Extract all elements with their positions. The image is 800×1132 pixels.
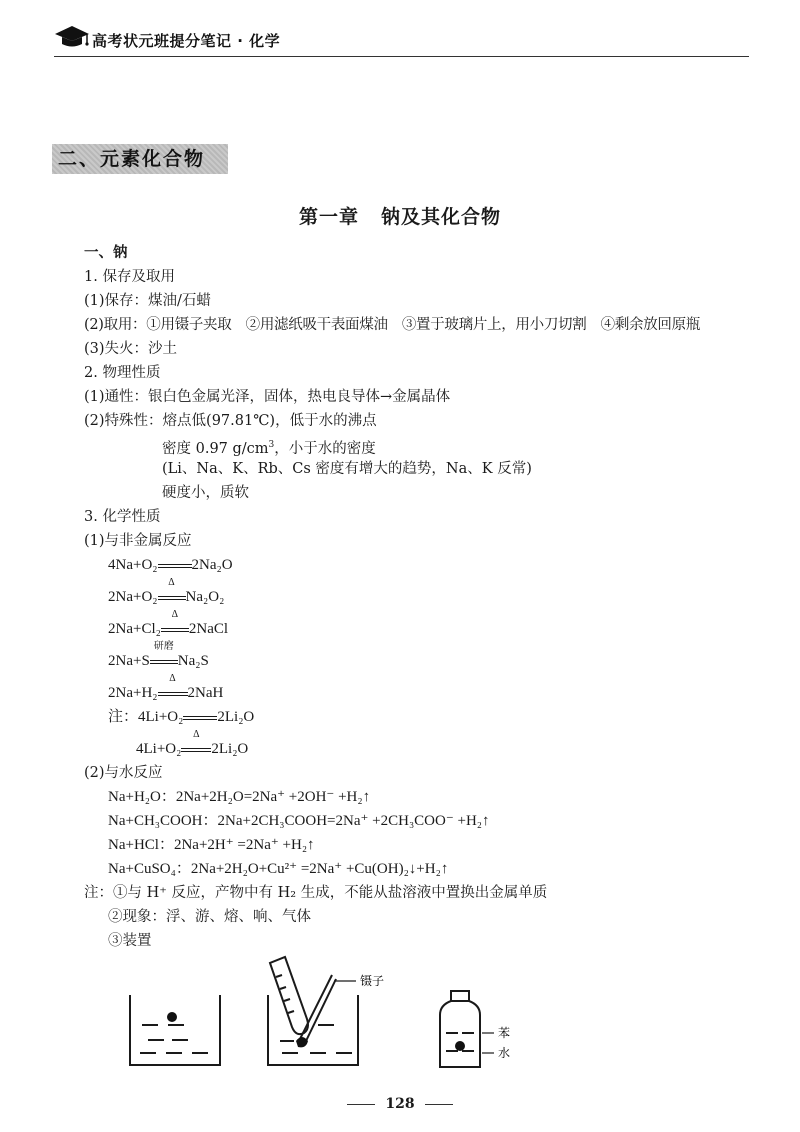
eq-condition — [150, 641, 178, 670]
density-text: 密度 0.97 g/cm — [162, 440, 269, 457]
graduation-cap-icon — [54, 24, 90, 50]
running-header — [54, 22, 749, 58]
sodium-piece — [455, 1041, 465, 1051]
subheading-chemical: 3. 化学性质 — [84, 509, 161, 525]
eq-right: 2Li₂O — [217, 709, 255, 725]
eq-right: Na₂S — [177, 653, 209, 669]
eq-condition-text: 研磨 — [153, 641, 174, 652]
chapter-name: 钠及其化合物 — [381, 206, 502, 228]
heading-sodium: 一、钠 — [84, 245, 128, 261]
equation — [136, 729, 249, 758]
eq-right: 2NaH — [187, 685, 224, 701]
eq-condition-text: Δ — [193, 729, 200, 740]
eq-condition — [158, 673, 188, 702]
text-line: (Li、Na、K、Rb、Cs 密度有增大的趋势，Na、K 反常) — [162, 461, 532, 477]
apparatus-diagram — [110, 955, 550, 1075]
eq-left: 2Na+Cl₂ — [108, 621, 161, 637]
section-banner: 二、元素化合物 — [52, 144, 228, 174]
label-tweezers: 镊子 — [360, 974, 385, 988]
eq-condition — [158, 556, 192, 574]
page-number-text: 128 — [385, 1096, 415, 1112]
beaker-sodium-floating — [130, 995, 220, 1065]
subheading-storage: 1. 保存及取用 — [84, 269, 175, 285]
equation — [108, 673, 224, 702]
text-line: (1)与非金属反应 — [84, 533, 192, 549]
equation — [108, 641, 209, 670]
eq-condition — [181, 729, 211, 758]
chapter-number: 第一章 — [298, 206, 359, 228]
text-line: (2)特殊性：熔点低(97.81℃)，低于水的沸点 — [84, 413, 377, 429]
eq-right: 2Na₂O — [191, 557, 233, 573]
density-sup: 3 — [268, 440, 275, 450]
eq-condition — [158, 577, 186, 606]
equation: Na+CuSO₄：2Na+2H₂O+Cu²⁺ =2Na⁺ +Cu(OH)₂↓+H₂↑ — [108, 861, 449, 877]
eq-right: Na₂O₂ — [185, 589, 225, 605]
note-line: 注：①与 H⁺ 反应，产物中有 H₂ 生成，不能从盐溶液中置换出金属单质 — [84, 885, 548, 901]
header-title: 高考状元班提分笔记 · 化学 — [92, 32, 281, 50]
equation — [108, 577, 225, 606]
label-benzene: 苯 — [498, 1026, 511, 1040]
density-text-tail: ，小于水的密度 — [274, 440, 376, 457]
page-number — [0, 1096, 800, 1112]
sodium-piece — [167, 1012, 177, 1022]
eq-condition-text: Δ — [169, 673, 176, 684]
eq-left: 4Na+O₂ — [108, 557, 158, 573]
eq-condition-text: Δ — [171, 609, 179, 620]
bottle-benzene-water — [440, 991, 480, 1067]
text-line: (3)失火：沙土 — [84, 341, 178, 357]
chapter-title — [0, 202, 800, 229]
text-line: (2)取用：①用镊子夹取 ②用滤纸吸干表面煤油 ③置于玻璃片上，用小刀切割 ④剩余放回原瓶 — [84, 317, 701, 333]
equation: Na+H₂O：2Na+2H₂O=2Na⁺ +2OH⁻ +H₂↑ — [108, 789, 371, 805]
eq-left: 2Na+O₂ — [108, 589, 158, 605]
eq-condition — [183, 708, 217, 726]
eq-right: 2NaCl — [188, 621, 229, 637]
eq-left: 2Na+S — [108, 653, 150, 669]
eq-left: 4Li+O₂ — [136, 741, 182, 757]
note-line: ②现象：浮、游、熔、响、气体 — [108, 909, 311, 925]
subheading-water: (2)与水反应 — [84, 765, 163, 781]
eq-left: 2Na+H₂ — [108, 685, 158, 701]
equation: Na+HCl：2Na+2H⁺ =2Na⁺ +H₂↑ — [108, 837, 315, 853]
text-line: (1)通性：银白色金属光泽，固体，热电良导体→金属晶体 — [84, 389, 451, 405]
note-line: ③装置 — [108, 933, 152, 949]
header-rule — [54, 56, 749, 57]
eq-right: 2Li₂O — [211, 741, 249, 757]
text-line: 硬度小，质软 — [162, 485, 249, 501]
equation — [108, 708, 254, 726]
label-water: 水 — [498, 1046, 511, 1060]
text-line: (1)保存：煤油/石蜡 — [84, 293, 211, 309]
text-line — [162, 436, 376, 458]
eq-note-prefix: 注： — [108, 709, 139, 725]
eq-left: 4Li+O₂ — [138, 709, 184, 725]
equation — [108, 556, 233, 574]
subheading-physical: 2. 物理性质 — [84, 365, 161, 381]
equation: Na+CH₃COOH：2Na+2CH₃COOH=2Na⁺ +2CH₃COO⁻ +H₂↑ — [108, 813, 490, 829]
equation — [108, 609, 229, 638]
eq-condition — [161, 609, 189, 638]
eq-condition-text: Δ — [168, 577, 175, 588]
